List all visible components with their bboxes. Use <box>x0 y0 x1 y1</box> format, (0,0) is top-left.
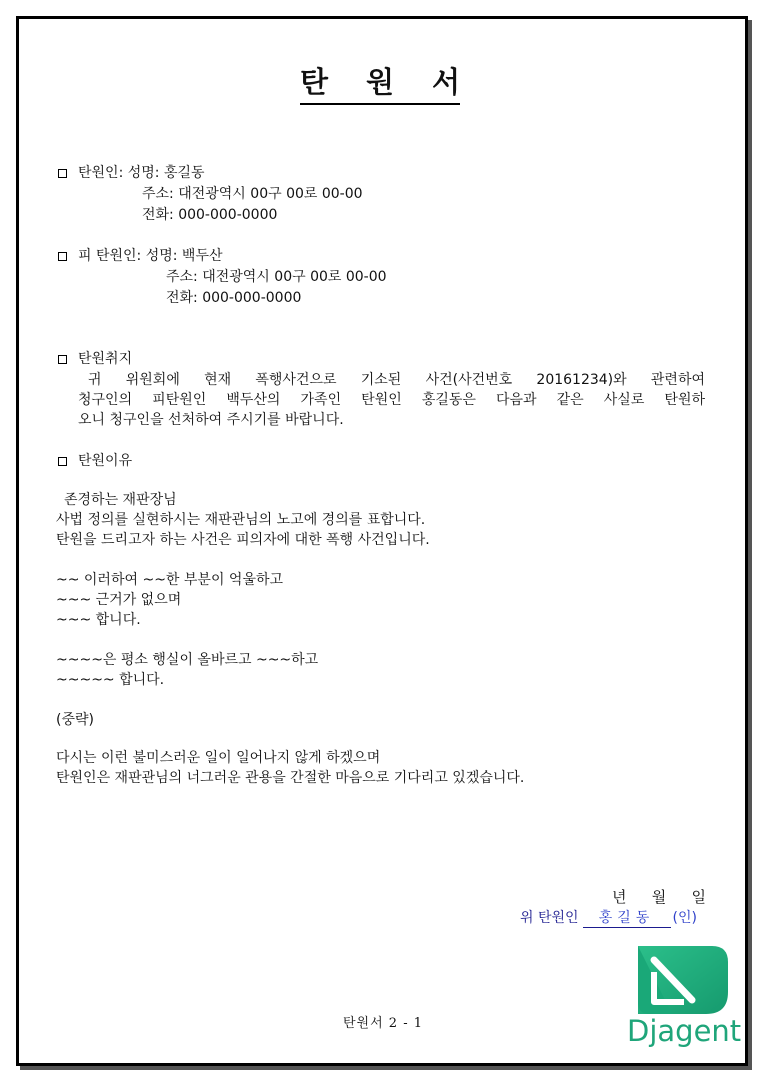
purpose-heading: 탄원취지 <box>78 351 133 367</box>
title-char: 탄 <box>300 64 329 99</box>
signature-stamp: (인) <box>672 910 697 926</box>
date-year: 년 <box>612 888 627 906</box>
reason-line: ~~~~은 평소 행실이 올바르고 ~~~하고 <box>56 652 319 668</box>
title-char: 서 <box>431 64 460 99</box>
reason-line: ~~~~~ 합니다. <box>56 672 165 688</box>
reason-line: 탄원인은 재판관님의 너그러운 관용을 간절한 마음으로 기다리고 있겠습니다. <box>56 770 525 786</box>
page-number: 탄원서 2 - 1 <box>342 1016 423 1031</box>
reason-line: ~~ 이러하여 ~~한 부분이 억울하고 <box>56 572 284 588</box>
signature-line <box>520 907 697 928</box>
reason-line: 탄원을 드리고자 하는 사건은 피의자에 대한 폭행 사건입니다. <box>56 532 430 548</box>
signature-prefix: 위 탄원인 <box>520 910 579 926</box>
signature-date <box>612 886 706 907</box>
reason-line: ~~~ 근거가 없으며 <box>56 592 182 608</box>
checkbox-bullet-icon <box>58 355 67 364</box>
title-underline <box>300 103 460 105</box>
petitioner-name: 탄원인: 성명: 홍길동 <box>78 165 205 181</box>
document-title <box>300 58 460 102</box>
checkbox-bullet-icon <box>58 252 67 261</box>
reason-line: 존경하는 재판장님 <box>64 492 177 508</box>
date-month: 월 <box>651 888 667 906</box>
checkbox-bullet-icon <box>58 169 67 178</box>
reason-line: 다시는 이런 불미스러운 일이 일어나지 않게 하겠으며 <box>56 750 381 766</box>
petitioner-address: 주소: 대전광역시 00구 00로 00-00 <box>142 186 363 202</box>
reason-line: (중략) <box>56 712 94 728</box>
reason-line: ~~~ 합니다. <box>56 612 141 628</box>
signature-name: 홍길동 <box>583 907 671 928</box>
respondent-name: 피 탄원인: 성명: 백두산 <box>78 248 223 264</box>
purpose-line: 귀 위원회에 현재 폭행사건으로 기소된 사건(사건번호 20161234)와 관련하여 <box>88 372 705 388</box>
purpose-line: 청구인의 피탄원인 백두산의 가족인 탄원인 홍길동은 다음과 같은 사실로 탄원하 <box>78 392 705 408</box>
respondent-address: 주소: 대전광역시 00구 00로 00-00 <box>166 269 387 285</box>
checkbox-bullet-icon <box>58 457 67 466</box>
purpose-line: 오니 청구인을 선처하여 주시기를 바랍니다. <box>78 412 344 428</box>
reason-line: 사법 정의를 실현하시는 재판관님의 노고에 경의를 표합니다. <box>56 512 426 528</box>
petitioner-phone: 전화: 000-000-0000 <box>142 207 278 223</box>
reason-heading: 탄원이유 <box>78 453 133 469</box>
title-char: 원 <box>365 64 394 99</box>
date-day: 일 <box>691 888 706 906</box>
brand-name: Djagent <box>627 1014 742 1048</box>
respondent-phone: 전화: 000-000-0000 <box>166 290 302 306</box>
